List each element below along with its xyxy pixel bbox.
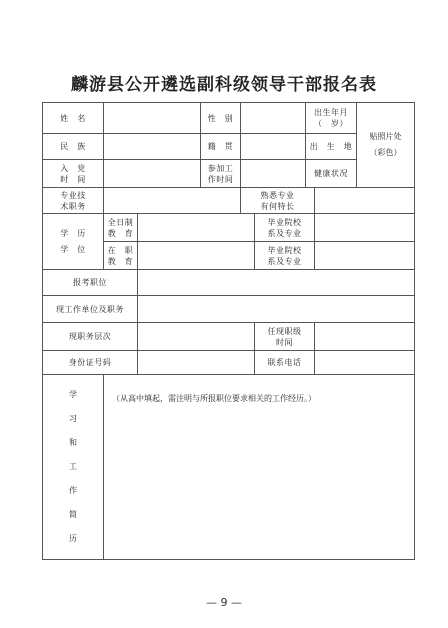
field-parttime-school[interactable] [315,242,415,270]
page-number: — 9 — [206,596,242,609]
field-gender[interactable] [241,103,306,134]
label-specialty: 熟悉专业 有何特长 [241,188,315,214]
label-ethnicity: 民 族 [43,134,104,160]
label-phone: 联系电话 [255,351,315,375]
label-current-unit: 现工作单位及职务 [43,296,138,323]
field-native-place[interactable] [241,134,306,160]
field-ethnicity[interactable] [104,134,201,160]
field-work-start[interactable] [241,160,306,188]
label-native-place: 籍 贯 [201,134,241,160]
field-position-level[interactable] [138,323,255,351]
label-fulltime-school: 毕业院校 系及专业 [255,214,315,242]
label-applied-position: 报考职位 [43,270,138,296]
label-fulltime-education: 全日制 教 育 [104,214,138,242]
label-id-number: 身份证号码 [43,351,138,375]
label-work-start: 参加工 作时间 [201,160,241,188]
label-parttime-school: 毕业院校 系及专业 [255,242,315,270]
field-current-unit[interactable] [138,296,415,323]
label-party-date: 入 党 时 间 [43,160,104,188]
field-professional-title[interactable] [104,188,241,214]
field-fulltime-school[interactable] [315,214,415,242]
field-specialty[interactable] [315,188,415,214]
field-phone[interactable] [315,351,415,375]
field-party-date[interactable] [104,160,201,188]
field-id-number[interactable] [138,351,255,375]
label-name: 姓 名 [43,103,104,134]
registration-form-table [42,102,415,560]
label-parttime-education: 在 职 教 育 [104,242,138,270]
field-applied-position[interactable] [138,270,415,296]
field-tenure-date[interactable] [315,323,415,351]
label-position-level: 现职务层次 [43,323,138,351]
field-name[interactable] [104,103,201,134]
form-title: 麟游县公开遴选副科级领导干部报名表 [71,75,377,95]
label-education-degree: 学 历 学 位 [43,214,104,270]
label-resume: 学 习 和 工 作 简 历 [43,375,104,560]
photo-box[interactable]: 贴照片处 （彩色） [357,103,415,188]
label-professional-title: 专业技 术职务 [43,188,104,214]
label-birth-date: 出生年月 （ 岁） [306,103,357,134]
field-parttime-education[interactable] [138,242,255,270]
label-tenure-date: 任现职级 时间 [255,323,315,351]
label-birthplace: 出 生 地 [306,134,357,160]
label-gender: 性 别 [201,103,241,134]
resume-note: （从高中填起，需注明与所报职位要求相关的工作经历。） [112,394,316,403]
field-resume[interactable] [104,375,415,560]
field-fulltime-education[interactable] [138,214,255,242]
label-health: 健康状况 [306,160,357,188]
